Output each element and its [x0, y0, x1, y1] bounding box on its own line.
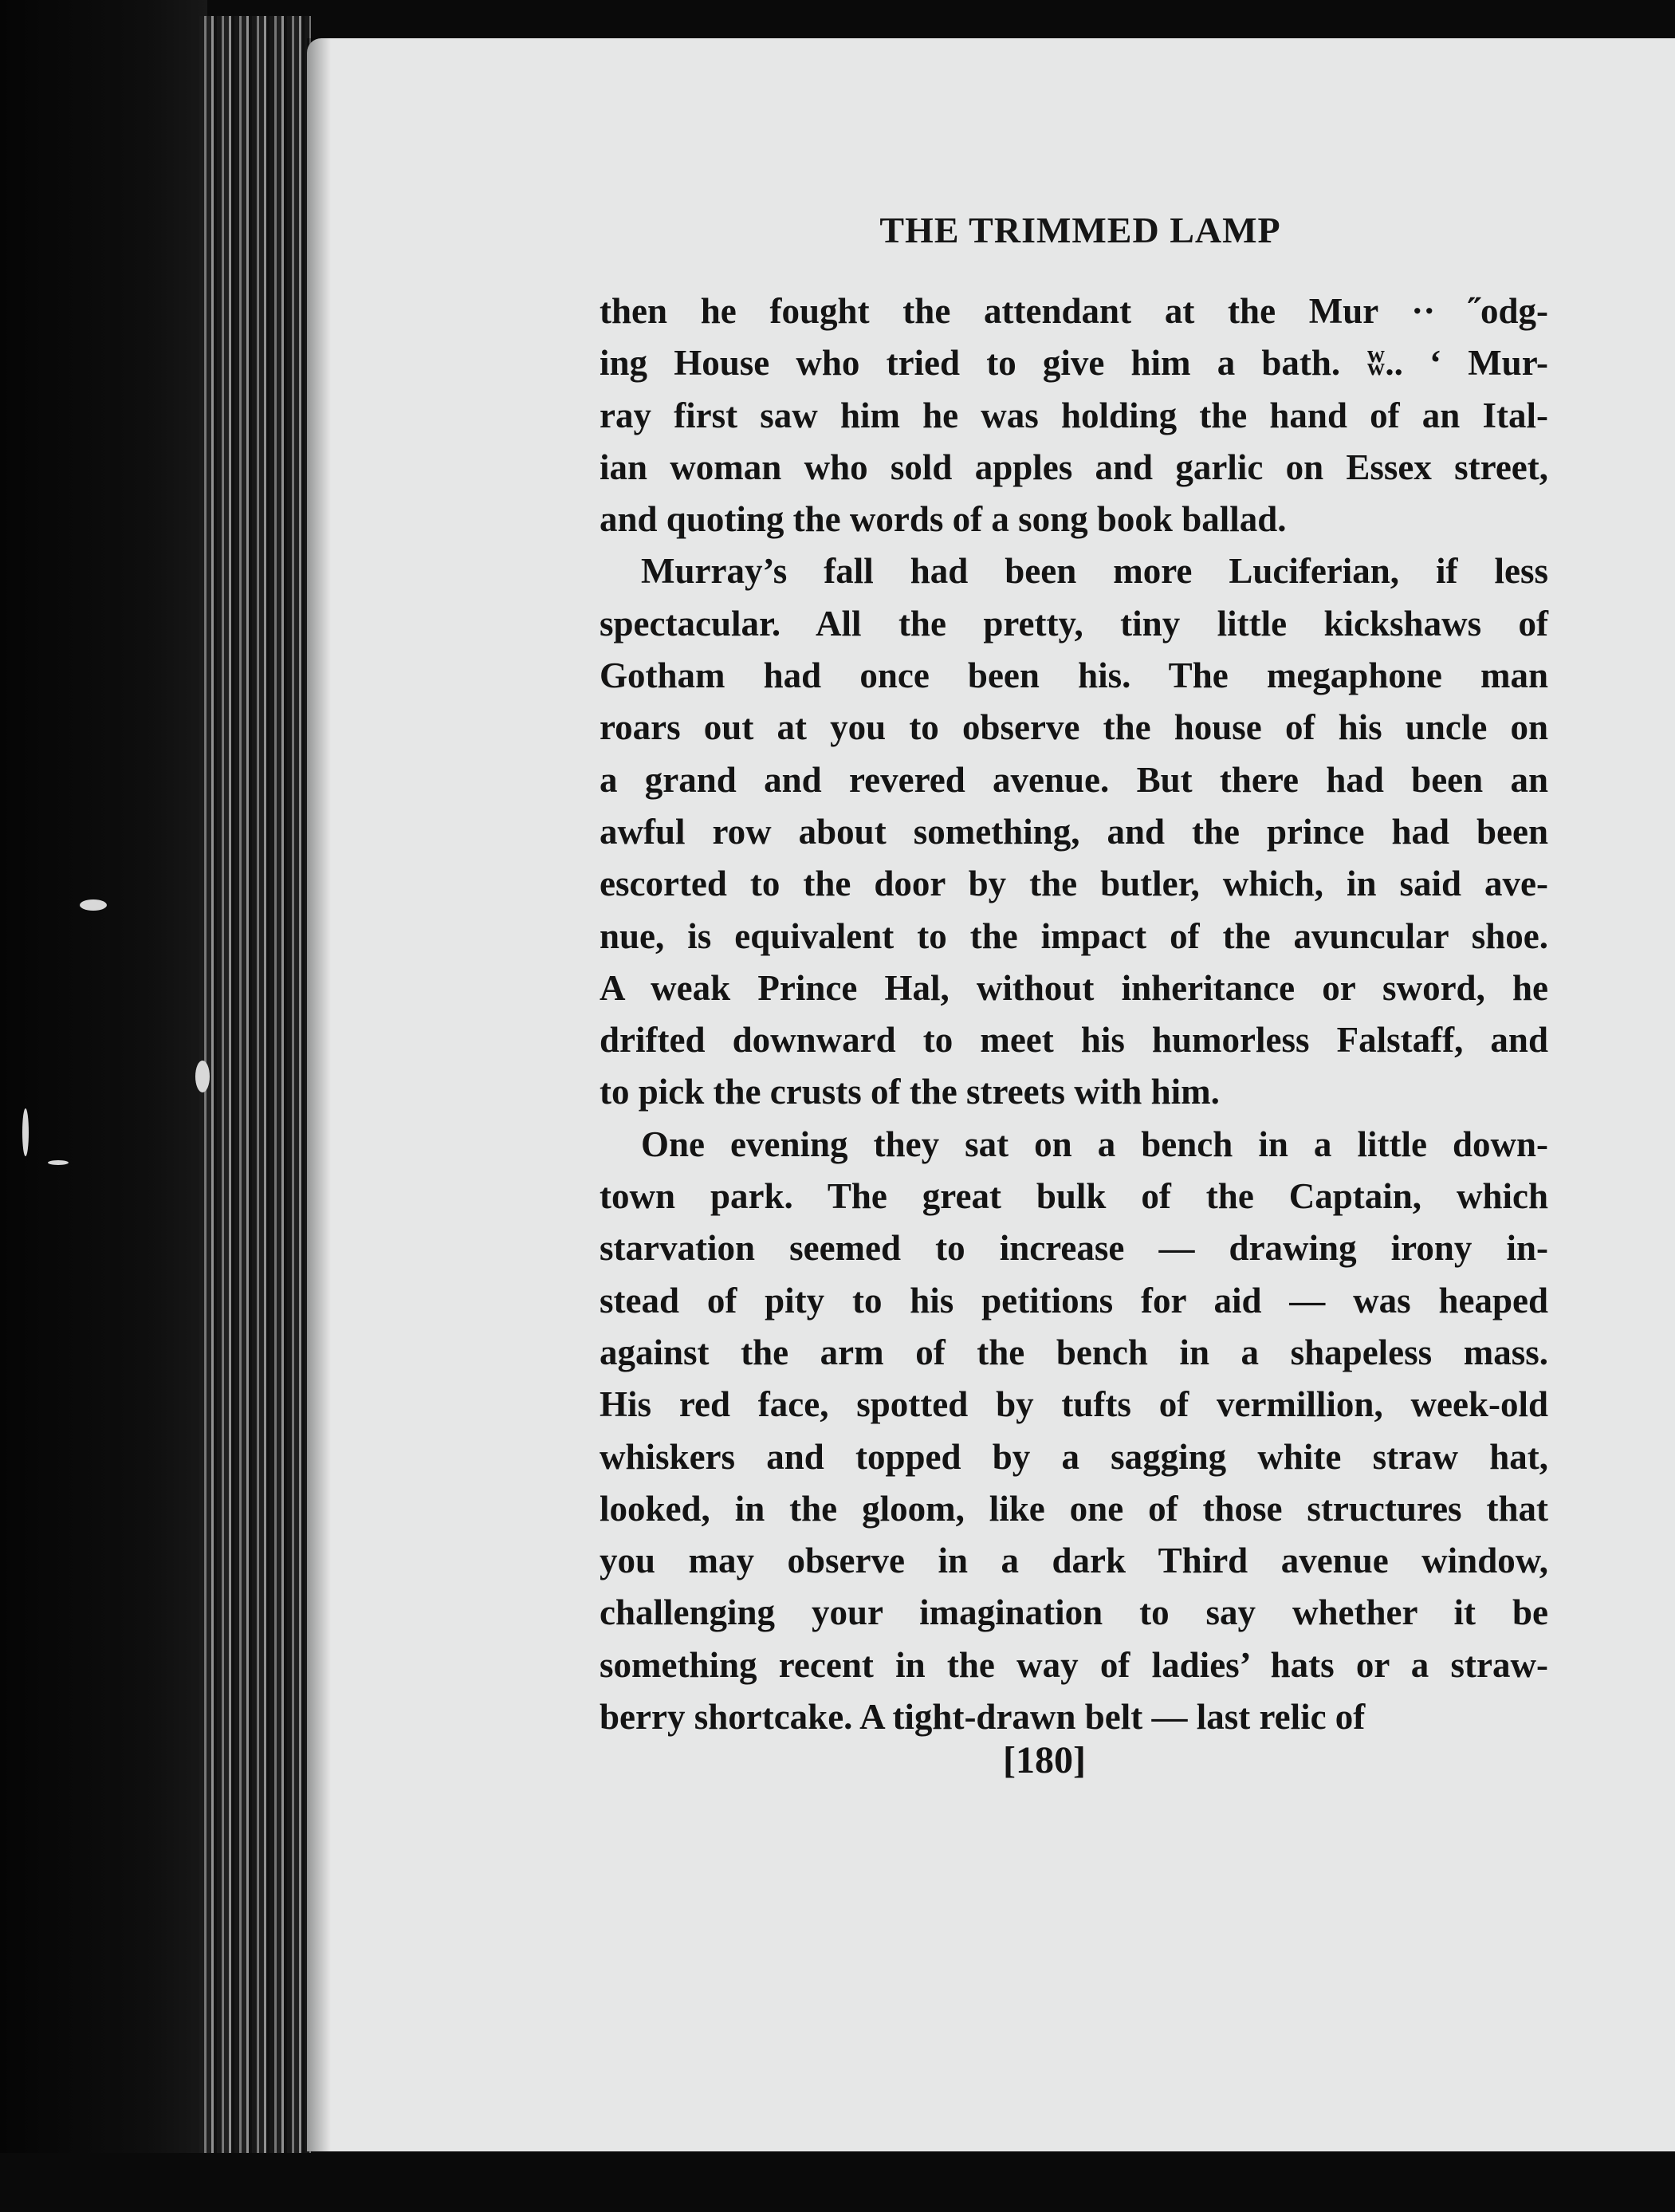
dust-speck [195, 1061, 210, 1092]
scan-background-bottom [0, 2153, 1675, 2212]
text-line: town park. The great bulk of the Captain, which [600, 1176, 1548, 1217]
text-line: drifted downward to meet his humorless Falstaff, and [600, 1020, 1548, 1061]
text-line: roars out at you to observe the house of his uncle on [600, 707, 1548, 748]
paragraph [600, 1119, 1548, 1744]
text-line: berry shortcake. A tight-drawn belt — last relic of [600, 1697, 1366, 1738]
text-line: ing House who tried to give him a bath. ʬ.. ‘ Mur- [600, 343, 1548, 384]
text-line: escorted to the door by the butler, which, in said ave- [600, 864, 1548, 904]
text-line: whiskers and topped by a sagging white straw hat, [600, 1436, 1548, 1477]
text-line: awful row about something, and the prince had been [600, 811, 1548, 852]
text-line: and quoting the words of a song book ballad. [600, 499, 1287, 540]
scan-background-left [0, 0, 207, 2212]
text-line: A weak Prince Hal, without inheritance or sword, he [600, 967, 1548, 1008]
text-line: you may observe in a dark Third avenue window, [600, 1541, 1548, 1581]
page-number: [180] [1003, 1739, 1086, 1781]
body-text [600, 285, 1548, 1743]
page-gutter-shadow [307, 38, 331, 2151]
text-line: stead of pity to his petitions for aid — was heaped [600, 1280, 1548, 1321]
dust-speck [48, 1160, 69, 1165]
text-line: then he fought the attendant at the Mur ·· ˝odg- [600, 291, 1548, 331]
text-line: starvation seemed to increase — drawing irony in- [600, 1228, 1548, 1269]
text-line: ian woman who sold apples and garlic on Essex street, [600, 447, 1548, 487]
paragraph [600, 545, 1548, 1118]
text-line: Murray’s fall had been more Luciferian, if less [641, 551, 1548, 592]
text-line: challenging your imagination to say whether it be [600, 1592, 1548, 1633]
text-line: spectacular. All the pretty, tiny little kickshaws of [600, 603, 1548, 644]
text-line: to pick the crusts of the streets with him. [600, 1072, 1220, 1112]
paragraph [600, 285, 1548, 545]
text-line: against the arm of the bench in a shapeless mass. [600, 1332, 1548, 1372]
text-line: ray first saw him he was holding the hand of an Ital- [600, 395, 1548, 435]
text-line: Gotham had once been his. The megaphone man [600, 655, 1548, 696]
book-page-edges [199, 16, 311, 2153]
text-line: One evening they sat on a bench in a little down- [641, 1124, 1548, 1164]
text-line: His red face, spotted by tufts of vermillion, week-old [600, 1384, 1548, 1425]
dust-speck [80, 899, 107, 911]
text-line: looked, in the gloom, like one of those structures that [600, 1488, 1548, 1529]
text-line: something recent in the way of ladies’ hats or a straw- [600, 1644, 1548, 1685]
text-line: nue, is equivalent to the impact of the avuncular shoe. [600, 915, 1548, 956]
text-line: a grand and revered avenue. But there had been an [600, 759, 1548, 800]
running-head: THE TRIMMED LAMP [879, 210, 1281, 250]
dust-speck [22, 1108, 29, 1156]
